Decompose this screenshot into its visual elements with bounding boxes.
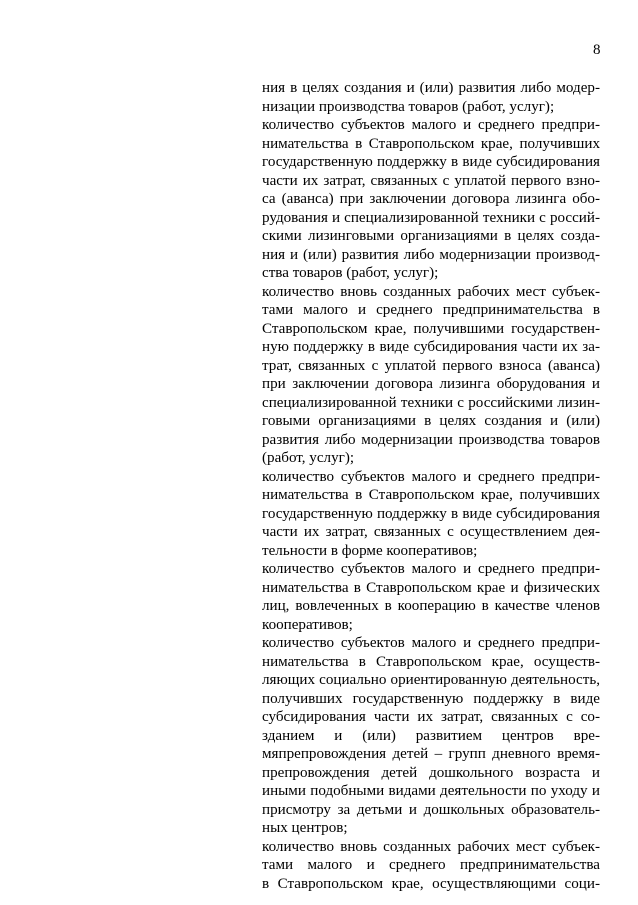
text-line: количество субъектов малого и среднего предпри- (262, 635, 600, 651)
text-line: иными подобными видами деятельности по уходу и (262, 783, 600, 799)
text-line: са (аванса) при заключении договора лизинга обо- (262, 191, 600, 207)
text-line: присмотру за детьми и дошкольных образователь- (262, 801, 600, 818)
text-line: государственную поддержку в виде субсидирования (262, 154, 600, 170)
text-line: количество субъектов малого и среднего предпри- (262, 468, 600, 485)
text-line: нимательства в Ставропольском крае, осуществ- (262, 653, 600, 670)
text-line: рудования и специализированной техники с россий- (262, 209, 600, 226)
text-line: части их затрат, связанных с осуществлением дея- (262, 524, 600, 540)
text-line: ния и (или) развития либо модернизации производ- (262, 246, 600, 263)
text-line: тами малого и среднего предпринимательства в (262, 302, 600, 318)
text-line: кооперативов; (262, 616, 353, 633)
text-line: получивших государственную поддержку в виде (262, 690, 600, 707)
text-line: в Ставропольском крае, осуществляющими соци- (262, 875, 600, 892)
text-line: скими лизинговыми организациями в целях созда- (262, 228, 600, 244)
text-line: специализированной техники с российскими лизин- (262, 394, 600, 411)
text-line: государственную поддержку в виде субсидирования (262, 505, 600, 522)
text-line: нимательства в Ставропольском крае, получивших (262, 487, 600, 503)
text-line: лиц, вовлеченных в кооперацию в качестве членов (262, 598, 600, 614)
text-line: ных центров; (262, 820, 348, 836)
text-line: тельности в форме кооперативов; (262, 542, 478, 559)
text-line: количество вновь созданных рабочих мест субъек- (262, 283, 600, 300)
text-line: мяпрепровождения детей – групп дневного время- (262, 746, 600, 762)
text-line: препровождения детей дошкольного возраста и (262, 764, 600, 781)
text-line: количество субъектов малого и среднего предпри- (262, 117, 600, 133)
text-line: при заключении договора лизинга оборудования и (262, 376, 600, 392)
text-line: ную поддержку в виде субсидирования части их за- (262, 339, 600, 355)
text-line: зданием и (или) развитием центров вре- (262, 727, 600, 744)
text-line: говыми организациями в целях создания и (или) (262, 413, 600, 429)
text-line: ства товаров (работ, услуг); (262, 265, 439, 281)
text-line: тами малого и среднего предпринимательства (262, 857, 600, 873)
text-line: субсидирования части их затрат, связанных с со- (262, 709, 600, 725)
text-line: низации производства товаров (работ, услуг); (262, 98, 555, 115)
text-line: количество субъектов малого и среднего предпри- (262, 561, 600, 577)
text-line: ляющих социально ориентированную деятельность, (262, 672, 600, 688)
text-line: нимательства в Ставропольском крае и физических (262, 579, 600, 596)
text-line: нимательства в Ставропольском крае, получивших (262, 135, 600, 152)
page-number: 8 (593, 42, 601, 58)
text-line: ния в целях создания и (или) развития либо модер- (262, 80, 600, 96)
text-line: Ставропольском крае, получившими государствен- (262, 320, 600, 337)
text-line: (работ, услуг); (262, 450, 355, 466)
text-line: количество вновь созданных рабочих мест субъек- (262, 838, 600, 855)
text-line: трат, связанных с уплатой первого взноса (аванса) (262, 357, 600, 374)
text-line: развития либо модернизации производства товаров (262, 431, 600, 448)
text-line: части их затрат, связанных с уплатой первого взно- (262, 172, 600, 189)
document-body (262, 79, 600, 893)
